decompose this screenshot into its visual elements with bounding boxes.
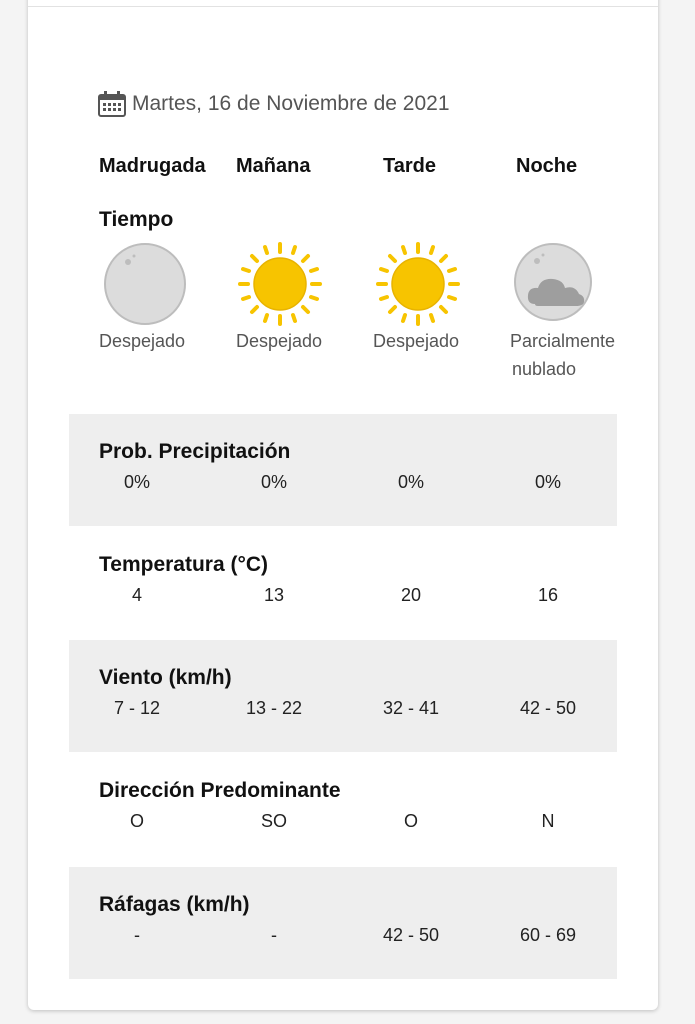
condition-label-line1: Parcialmente <box>510 331 616 351</box>
row-value: SO <box>260 811 287 831</box>
condition-label-line2: nublado <box>512 359 577 379</box>
period-manana: Mañana <box>236 155 311 177</box>
row-direction <box>69 753 617 865</box>
row-value: N <box>541 811 555 831</box>
condition-label-tarde: Despejado <box>373 331 460 351</box>
row-value: - <box>134 925 140 945</box>
card-divider <box>28 6 658 7</box>
period-header <box>0 155 695 185</box>
row-value: 0% <box>123 472 150 492</box>
row-gusts <box>69 867 617 979</box>
date-text: Martes, 16 de Noviembre de 2021 <box>132 92 450 115</box>
row-title: Prob. Precipitación <box>99 440 291 463</box>
row-value: 32 - 41 <box>382 698 440 718</box>
row-value: 20 <box>400 585 422 605</box>
row-title: Dirección Predominante <box>99 779 341 802</box>
row-value: 13 <box>263 585 285 605</box>
row-title: Viento (km/h) <box>99 666 232 689</box>
row-precipitation <box>69 414 617 526</box>
condition-label-manana: Despejado <box>236 331 323 351</box>
row-value: 60 - 69 <box>519 925 577 945</box>
partly-cloudy-night-icon <box>513 242 597 326</box>
row-value: O <box>129 811 144 831</box>
weather-section-title: Tiempo <box>99 208 174 231</box>
row-value: 0% <box>397 472 424 492</box>
row-value: 42 - 50 <box>382 925 440 945</box>
row-value: 0% <box>534 472 561 492</box>
row-value: 4 <box>131 585 142 605</box>
row-value: - <box>271 925 277 945</box>
clear-night-icon <box>103 242 187 326</box>
forecast-date <box>98 90 450 118</box>
condition-label-madrugada: Despejado <box>99 331 186 351</box>
row-value: 0% <box>260 472 287 492</box>
row-title: Ráfagas (km/h) <box>99 893 250 916</box>
condition-label-noche <box>510 327 615 383</box>
row-value: O <box>403 811 418 831</box>
row-value: 16 <box>537 585 559 605</box>
period-noche: Noche <box>516 155 578 177</box>
period-madrugada: Madrugada <box>99 155 206 177</box>
period-tarde: Tarde <box>383 155 436 177</box>
sun-icon <box>376 242 460 326</box>
row-title: Temperatura (°C) <box>99 553 269 576</box>
row-temperature <box>69 527 617 639</box>
row-value: 7 - 12 <box>113 698 161 718</box>
row-value: 42 - 50 <box>519 698 577 718</box>
calendar-icon <box>98 91 126 117</box>
sun-icon <box>238 242 322 326</box>
row-value: 13 - 22 <box>245 698 303 718</box>
row-wind <box>69 640 617 752</box>
